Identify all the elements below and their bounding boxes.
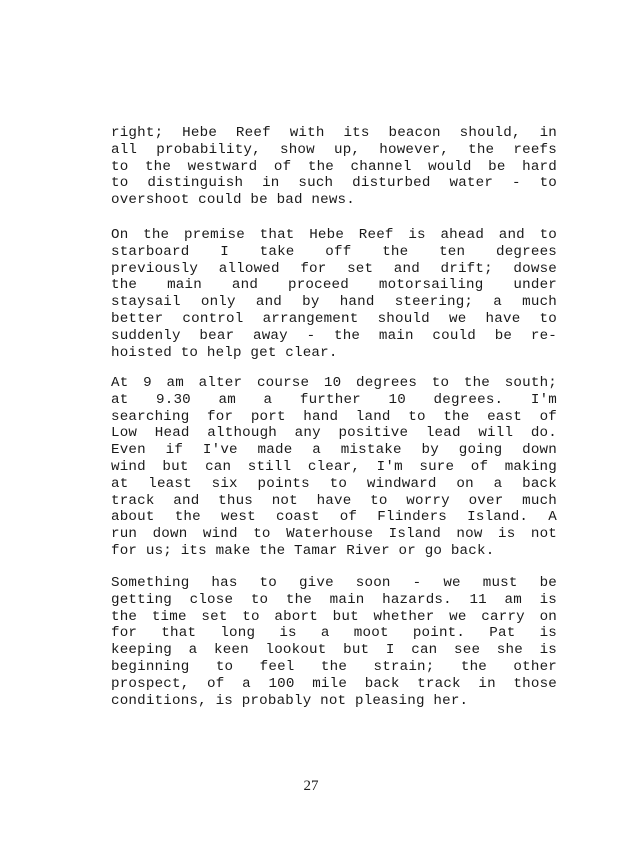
text-line: the main and proceed motorsailing under (111, 277, 557, 294)
text-line: beginning to feel the strain; the other (111, 658, 557, 675)
text-line: On the premise that Hebe Reef is ahead and to (111, 227, 557, 243)
paragraph-1 (111, 125, 557, 209)
text-line: run down wind to Waterhouse Island now is not (111, 526, 557, 543)
text-line: right; Hebe Reef with its beacon should, in (111, 125, 557, 141)
text-line: keeping a keen lookout but I can see she is (111, 642, 557, 659)
text-line: prospect, of a 100 mile back track in those (111, 675, 557, 692)
paragraph-4 (111, 575, 557, 709)
text-line: Even if I've made a mistake by going down (111, 442, 557, 459)
text-line: to the westward of the channel would be hard (111, 158, 557, 175)
text-line: for us; its make the Tamar River or go back. (111, 542, 495, 559)
text-line: getting close to the main hazards. 11 am is (111, 591, 557, 608)
text-line: starboard I take off the ten degrees (111, 243, 557, 260)
text-line: staysail only and by hand steering; a much (111, 294, 557, 311)
text-line: about the west coast of Flinders Island. A (111, 509, 557, 526)
text-line: for that long is a moot point. Pat is (111, 625, 557, 642)
text-line: the time set to abort but whether we carry on (111, 608, 557, 625)
text-line: suddenly bear away - the main could be re- (111, 327, 557, 344)
paragraph-3 (111, 375, 557, 560)
text-line: at least six points to windward on a back (111, 475, 557, 492)
paragraph-2 (111, 227, 557, 361)
text-line: all probability, show up, however, the reefs (111, 141, 557, 158)
text-line: previously allowed for set and drift; dowse (111, 260, 557, 277)
text-line: conditions, is probably not pleasing her. (111, 692, 469, 709)
text-line: wind but can still clear, I'm sure of making (111, 458, 557, 475)
text-line: track and thus not have to worry over much (111, 492, 557, 509)
text-line: better control arrangement should we have to (111, 310, 557, 327)
text-line: At 9 am alter course 10 degrees to the south; (111, 375, 557, 391)
text-line: to distinguish in such disturbed water - to (111, 175, 557, 192)
text-line: Something has to give soon - we must be (111, 575, 557, 591)
text-line: at 9.30 am a further 10 degrees. I'm (111, 391, 557, 408)
text-line: Low Head although any positive lead will do. (111, 425, 557, 442)
text-line: overshoot could be bad news. (111, 192, 355, 209)
page-number: 27 (303, 778, 319, 794)
text-line: searching for port hand land to the east of (111, 408, 557, 425)
text-line: hoisted to help get clear. (111, 344, 338, 361)
